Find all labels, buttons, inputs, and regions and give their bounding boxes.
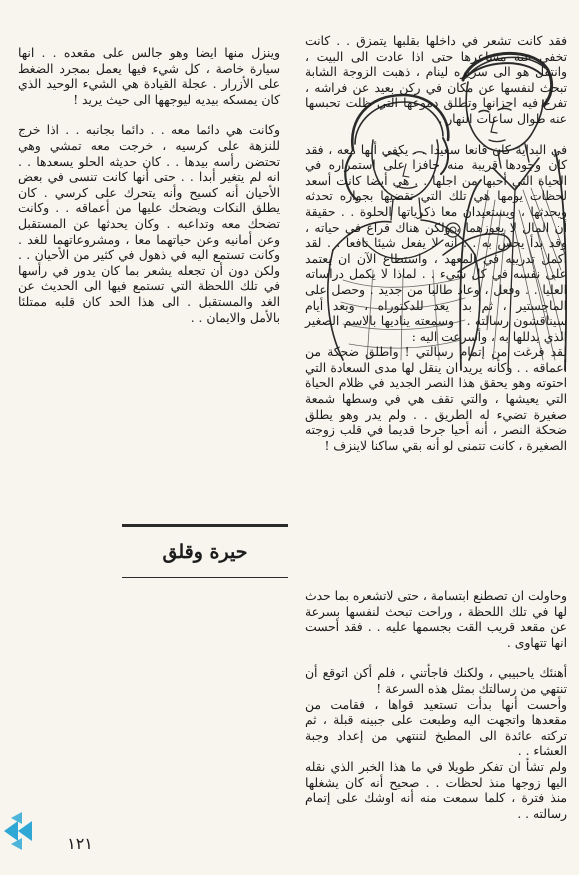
paragraph: وينزل منها ايضا وهو جالس على مقعده . . انها سيارة خاصة ، كل شيء فيها يعمل بمجرد الضغط على الأزرار . عجلة القيادة هي الشيء الوحيد الذي كان يمسكه بيديه ليوجهها الى حيث يريد ! [18, 46, 280, 107]
paragraph: وأحست أنها بدأت تستعيد قواها ، فقامت من مقعدها واتجهت اليه وطبعت على جبينه قبلة ، ثم تركته عائدة الى المطبخ لتنتهي من إعداد وجبة العشاء . . [305, 697, 567, 759]
double-left-arrow-icon [2, 812, 34, 850]
right-column-bottom [305, 589, 567, 822]
paragraph: ولم تشأ ان تفكر طويلا في ما هذا الخبر الذي نقله اليها زوجها منذ لحظات . . صحيح أنه كان يشغلها منذ فترة ، كلما سمعت منه أنه اوشك على إتمام رسالته . . [305, 759, 567, 821]
paragraph: فقد كانت تشعر في داخلها بقلبها يتمزق . . كانت تخفي عنه مشاعرها حتى اذا عادت الى البيت ، وانتقل هو الى سريره لينام ، ذهبت الزوجة الشابة تبحث لنفسها عن مكان في ركن بعيد عن فراشه ، تفرغ فيه احزانها وتطلق دموعها التي ظلت تحبسها عنه طوال ساعات النهار . [305, 34, 567, 126]
previous-page-button[interactable] [2, 812, 34, 850]
right-column-top [305, 34, 567, 454]
paragraph: لقد فرغت من إتمام رسالتي ! واطلق ضحكة من أعماقه . . وكأنه يريد ان ينقل لها مدى السعادة التي احتوته وهو يحقق هذا النصر الجديد في ظلام الحياة التي يعيشها ، والتي تقف هي في وسطها شمعة صغيرة تضيء له الطريق . . ولم يدر وهو يطلق ضحكة النصر ، أنه أحيا جرحا قديما في قلب زوجته الصغيرة ، كانت تتمنى لو أنه بقي ساكنا لاينزف ! [305, 345, 567, 453]
section-heading-box [122, 524, 288, 578]
left-column [18, 46, 280, 326]
paragraph: وحاولت ان تصطنع ابتسامة ، حتى لاتشعره بما حدث لها في تلك اللحظة ، وراحت تبحث لنفسها بسرعة عن مقعد قريب القت بجسمها عليه . . فقد أحست انها تتهاوى . [305, 589, 567, 650]
page-number: ١٢١ [67, 834, 93, 853]
paragraph: أهنئك ياحبيبي ، ولكنك فاجأتني ، فلم أكن اتوقع أن تنتهي من رسالتك بمثل هذه السرعة ! [305, 666, 567, 696]
paragraph: وكانت هي دائما معه . . دائما بجانبه . . اذا خرج للنزهة على كرسيه ، خرجت معه تمشي وهي تحتضن رأسه بيدها . . كان حديثه الحلو يسعدها . . انه لم يتغير أبدا . . حتى أنها كانت تنسى في بعض الأحيان أنه كسيح وأنه يتحرك على كرسي . كان يطلق النكات ويضحك عليها من أعماقه . . وكانت تضحك معه وتداعبه . وكان يحدثها عن المستقبل وعن أمانيه وعن حياتهما معا ، ومشروعاتهما للغد . وكانت تستمع اليه في ذهول في كثير من الأحيان . . ولكن دون أن تجعله يشعر بما كان يدور في رأسها في تلك اللحظة التي تستمع فيها الى الحديث عن الغد والمستقبل . الى هذا الحد كان قلبه ممتلئا بالأمل والايمان . . [18, 123, 280, 325]
section-heading: حيرة وقلق [162, 541, 248, 563]
paragraph: في البداية كان قانعا سعيدا . . يكفي أنها معه ، فقد كان وجودها قريبة منه حافزا على استمراره في الحياة التي أحبها من اجلها . . هي أيضا كانت أسعد لحظات يومها هي تلك التي تقضيها بجواره تحدثه ويحدثها ، ويستعيدان معا ذكرياتها الحلوة . . حقيقة أن المال لا يعوزهما ، ولكن هناك فراغ في حياته ، وقد بدأ يحس به . . انه لا يفعل شيئا نافعا . . لقد اكمل تدريبه في المعهد ، واستطاع الآن ان يعتمد على نفسه في كل شيء . . لماذا لا يكمل دراساته العليا . . وفعل ، وعاد طالبا من جديد . وحصل على الماجستير ، ثم بدأ يعد للدكتوراه ، وبعد أيام سيناقشون رسالته . . وسمعته يناديها بالاسم الصغير الذي يدللها به ، وأسرعت اليه : [305, 142, 567, 344]
